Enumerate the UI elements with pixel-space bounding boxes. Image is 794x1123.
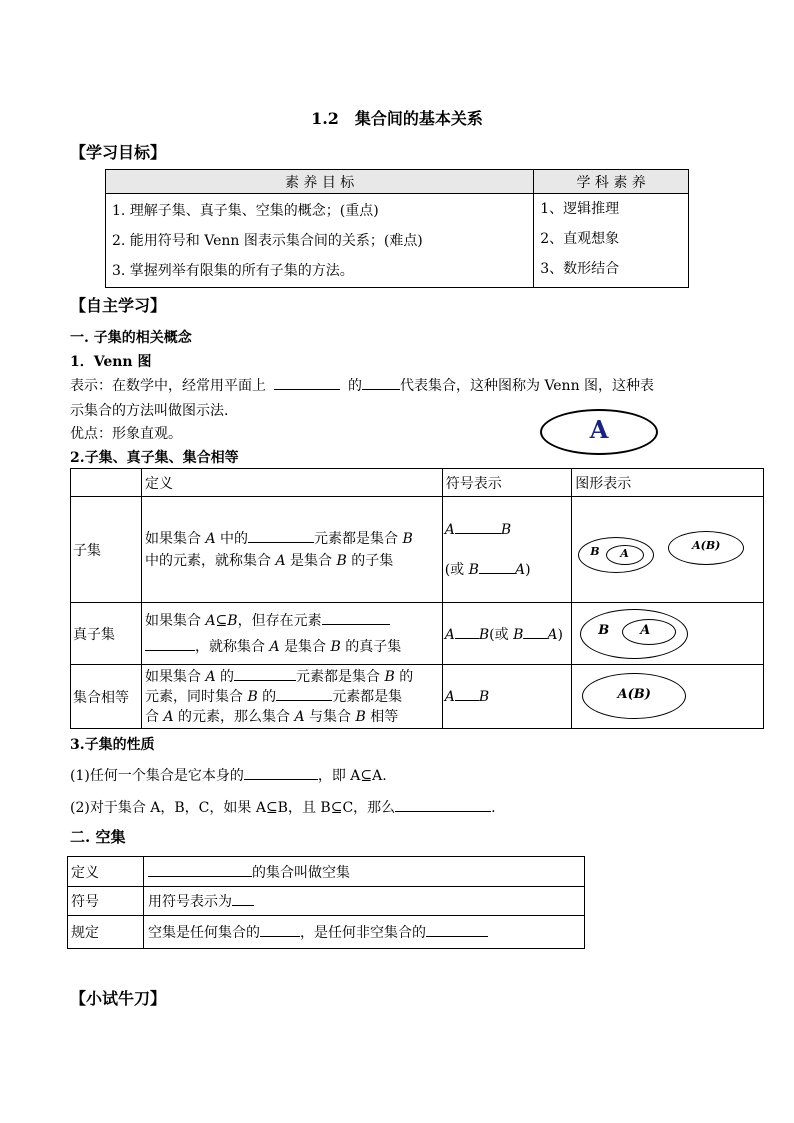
section-self-study: 【自主学习】 [70, 296, 167, 315]
section-goals: 【学习目标】 [70, 143, 167, 162]
subset-heading: 2.子集、真子集、集合相等 [70, 450, 239, 466]
part1-heading: 一. 子集的相关概念 [70, 330, 192, 346]
empty-rule: 空集是任何集合的 ，是任何非空集合的 [144, 916, 585, 949]
header-definition: 定义 [141, 469, 442, 497]
row-name-subset: 子集 [71, 497, 142, 603]
def-proper-subset: 如果集合 A⊆B，但存在元素 ，就称集合 A 是集合 B 的真子集 [141, 603, 442, 665]
fig-proper-subset: B A [572, 603, 764, 665]
properties-heading: 3.子集的性质 [70, 737, 155, 753]
venn-line-3: 优点：形象直观。 [70, 426, 182, 442]
blank [455, 688, 479, 701]
row-name-proper-subset: 真子集 [71, 603, 142, 665]
blank [232, 893, 254, 906]
blank [260, 924, 300, 937]
property-1: (1)任何一个集合是它本身的 ，即 A⊆A. [70, 768, 387, 784]
blank [455, 626, 479, 639]
venn-label: A [589, 415, 609, 444]
sym-equal: A B [442, 665, 572, 729]
goal-item: 2. 能用符号和 Venn 图表示集合间的关系；(难点) [112, 232, 423, 249]
blank [455, 521, 501, 534]
property-2: (2)对于集合 A，B，C，如果 A⊆B，且 B⊆C，那么 . [70, 800, 496, 816]
blank [145, 638, 195, 651]
literacy-item: 2、直观想象 [540, 231, 620, 247]
blank [362, 377, 400, 390]
blank [248, 530, 314, 543]
section-trial: 【小试牛刀】 [70, 989, 167, 1008]
empty-def: 的集合叫做空集 [144, 857, 585, 887]
sym-subset: A B (或 B A) [442, 497, 572, 603]
empty-label: 规定 [68, 916, 144, 949]
def-equal: 如果集合 A 的 元素都是集合 B 的 元素，同时集合 B 的 元素都是集 合 A 的元素，那么集合 A 与集合 B 相等 [141, 665, 442, 729]
literacy-item: 3、数形结合 [540, 261, 620, 277]
header-symbol: 符号表示 [442, 469, 572, 497]
part2-heading: 二. 空集 [70, 828, 126, 846]
venn-heading: 1．Venn 图 [70, 354, 152, 370]
literacy-items [534, 194, 689, 288]
blank [322, 612, 390, 625]
blank [276, 688, 332, 701]
blank [234, 668, 296, 681]
blank [148, 864, 252, 877]
header-figure: 图形表示 [572, 469, 764, 497]
row-name-equal: 集合相等 [71, 665, 142, 729]
goal-items [106, 194, 534, 288]
blank [523, 626, 547, 639]
literacy-item: 1、逻辑推理 [540, 201, 620, 217]
goal-header-left: 素 养 目 标 [106, 170, 534, 194]
subset-table [70, 468, 764, 729]
goal-header-right: 学 科 素 养 [534, 170, 689, 194]
goal-table [105, 169, 689, 288]
empty-symbol: 用符号表示为 [144, 887, 585, 916]
blank [395, 799, 491, 812]
venn-line-2: 示集合的方法叫做图示法. [70, 403, 229, 419]
fig-subset: B A A(B) [572, 497, 764, 603]
sym-proper-subset: A B(或 B A) [442, 603, 572, 665]
blank [244, 767, 318, 780]
empty-set-table [67, 856, 585, 949]
def-subset: 如果集合 A 中的 元素都是集合 B 中的元素，就称集合 A 是集合 B 的子集 [141, 497, 442, 603]
blank [274, 377, 340, 390]
empty-label: 符号 [68, 887, 144, 916]
goal-item: 3. 掌握列举有限集的所有子集的方法。 [112, 262, 354, 279]
blank [479, 561, 515, 574]
goal-item: 1. 理解子集、真子集、空集的概念；(重点) [112, 202, 379, 219]
blank [426, 924, 488, 937]
fig-equal: A(B) [572, 665, 764, 729]
empty-label: 定义 [68, 857, 144, 887]
page-title: 1.2 集合间的基本关系 [311, 109, 483, 128]
venn-line-1: 表示：在数学中，经常用平面上 的 代表集合，这种图称为 Venn 图，这种表 [70, 378, 655, 394]
